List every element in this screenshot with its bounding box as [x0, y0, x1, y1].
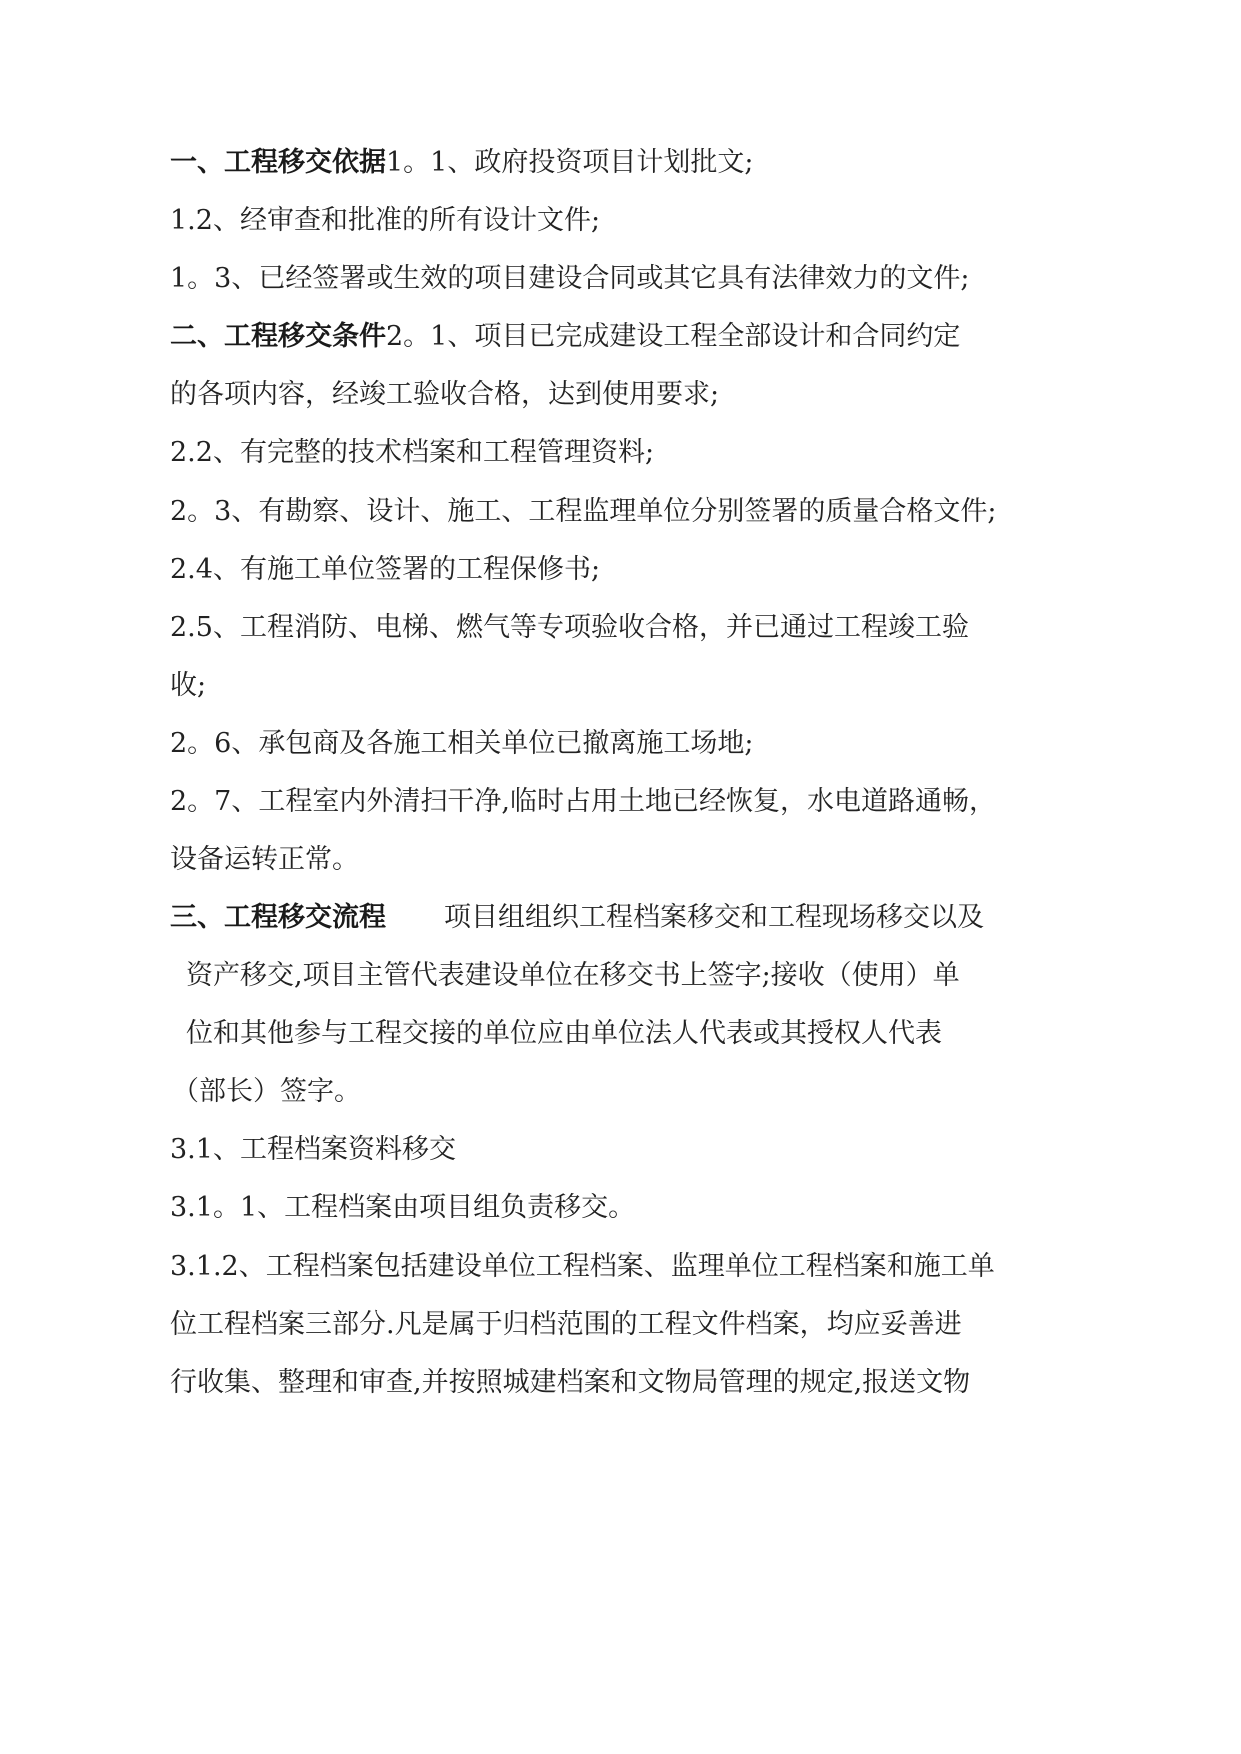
section-2-first-line: [170, 319, 960, 355]
paragraph-line: 2。3、有勘察、设计、施工、工程监理单位分别签署的质量合格文件;: [170, 496, 997, 527]
paragraph-line: 3.1、工程档案资料移交: [170, 1134, 456, 1165]
paragraph-line: 资产移交,项目主管代表建设单位在移交书上签字;接收（使用）单: [186, 960, 960, 991]
section-2-first-line-text: 2。1、项目已完成建设工程全部设计和合同约定: [386, 321, 961, 352]
section-3-first-line: [170, 900, 984, 936]
paragraph-line: 3.1。1、工程档案由项目组负责移交。: [170, 1192, 636, 1223]
paragraph-line: 行收集、整理和审查,并按照城建档案和文物局管理的规定,报送文物: [170, 1367, 971, 1398]
paragraph-line: 3.1.2、工程档案包括建设单位工程档案、监理单位工程档案和施工单: [170, 1251, 995, 1282]
paragraph-line: 收;: [170, 670, 207, 701]
section-2-heading: 二、工程移交条件: [170, 321, 386, 352]
paragraph-line: 2.4、有施工单位签署的工程保修书;: [170, 554, 601, 585]
section-1-first-line: [170, 145, 753, 181]
paragraph-line: 2.2、有完整的技术档案和工程管理资料;: [170, 437, 655, 468]
paragraph-line: （部长）签字。: [172, 1076, 361, 1107]
section-3-first-line-text: 项目组组织工程档案移交和工程现场移交以及: [444, 902, 984, 933]
paragraph-line: 1.2、经审查和批准的所有设计文件;: [170, 205, 601, 236]
paragraph-line: 1。3、已经签署或生效的项目建设合同或其它具有法律效力的文件;: [170, 263, 970, 294]
section-1-first-line-text: 1。1、政府投资项目计划批文;: [386, 147, 754, 178]
paragraph-line: 2。6、承包商及各施工相关单位已撤离施工场地;: [170, 728, 754, 759]
section-1-heading: 一、工程移交依据: [170, 147, 386, 178]
section-3-heading: 三、工程移交流程: [170, 902, 386, 933]
paragraph-line: 设备运转正常。: [170, 844, 359, 875]
paragraph-line: 位工程档案三部分.凡是属于归档范围的工程文件档案，均应妥善进: [170, 1309, 962, 1340]
paragraph-line: 位和其他参与工程交接的单位应由单位法人代表或其授权人代表: [186, 1018, 942, 1049]
paragraph-line: 2。7、工程室内外清扫干净,临时占用土地已经恢复，水电道路通畅，: [170, 786, 996, 817]
paragraph-line: 的各项内容，经竣工验收合格，达到使用要求;: [170, 379, 720, 410]
paragraph-line: 2.5、工程消防、电梯、燃气等专项验收合格，并已通过工程竣工验: [170, 612, 969, 643]
